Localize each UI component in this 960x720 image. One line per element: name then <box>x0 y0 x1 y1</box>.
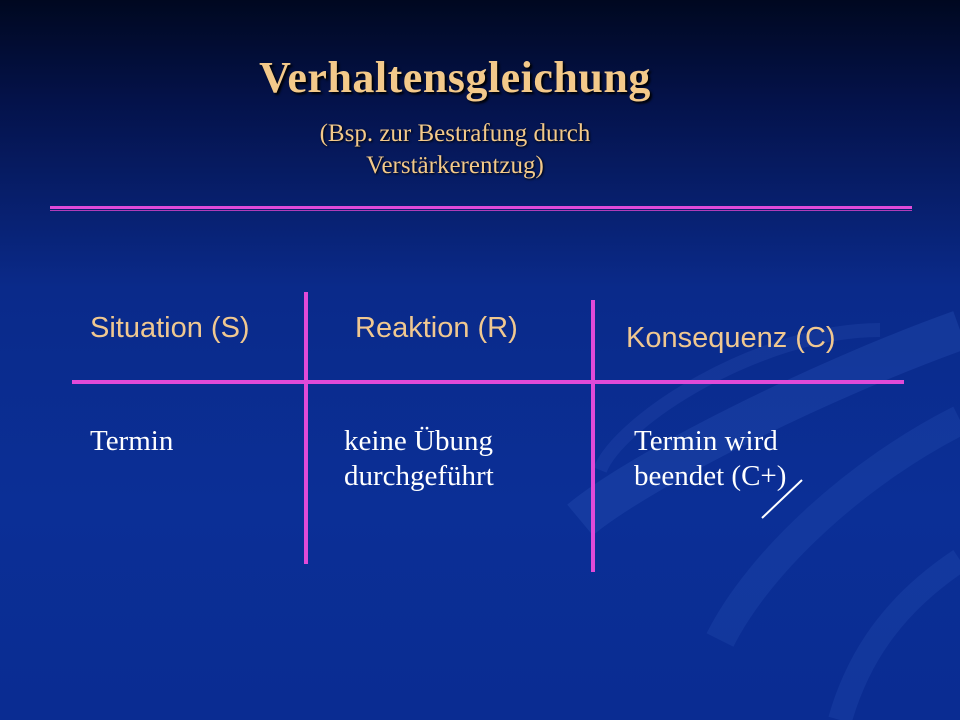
subtitle-line-2: Verstärkerentzug) <box>366 152 544 179</box>
header-konsequenz: Konsequenz (C) <box>626 322 836 354</box>
table-header-divider <box>72 380 904 384</box>
cell-reaktion-line-2: durchgeführt <box>344 460 494 492</box>
cell-reaktion <box>344 424 494 494</box>
title-divider <box>50 206 912 209</box>
cell-konsequenz-line-2: beendet (C+) <box>634 460 787 492</box>
slide-subtitle <box>0 118 910 182</box>
cell-konsequenz-line-1: Termin wird <box>634 425 778 457</box>
slide-title: Verhaltensgleichung <box>259 53 651 102</box>
column-divider-1 <box>304 292 308 564</box>
header-situation: Situation (S) <box>90 312 250 344</box>
cell-reaktion-line-1: keine Übung <box>344 425 493 457</box>
strikethrough-mark <box>760 478 804 520</box>
cell-situation: Termin <box>90 425 174 457</box>
header-reaktion: Reaktion (R) <box>355 312 518 344</box>
title-divider-shadow <box>50 210 912 211</box>
subtitle-line-1: (Bsp. zur Bestrafung durch <box>319 120 591 147</box>
column-divider-2 <box>591 300 595 572</box>
